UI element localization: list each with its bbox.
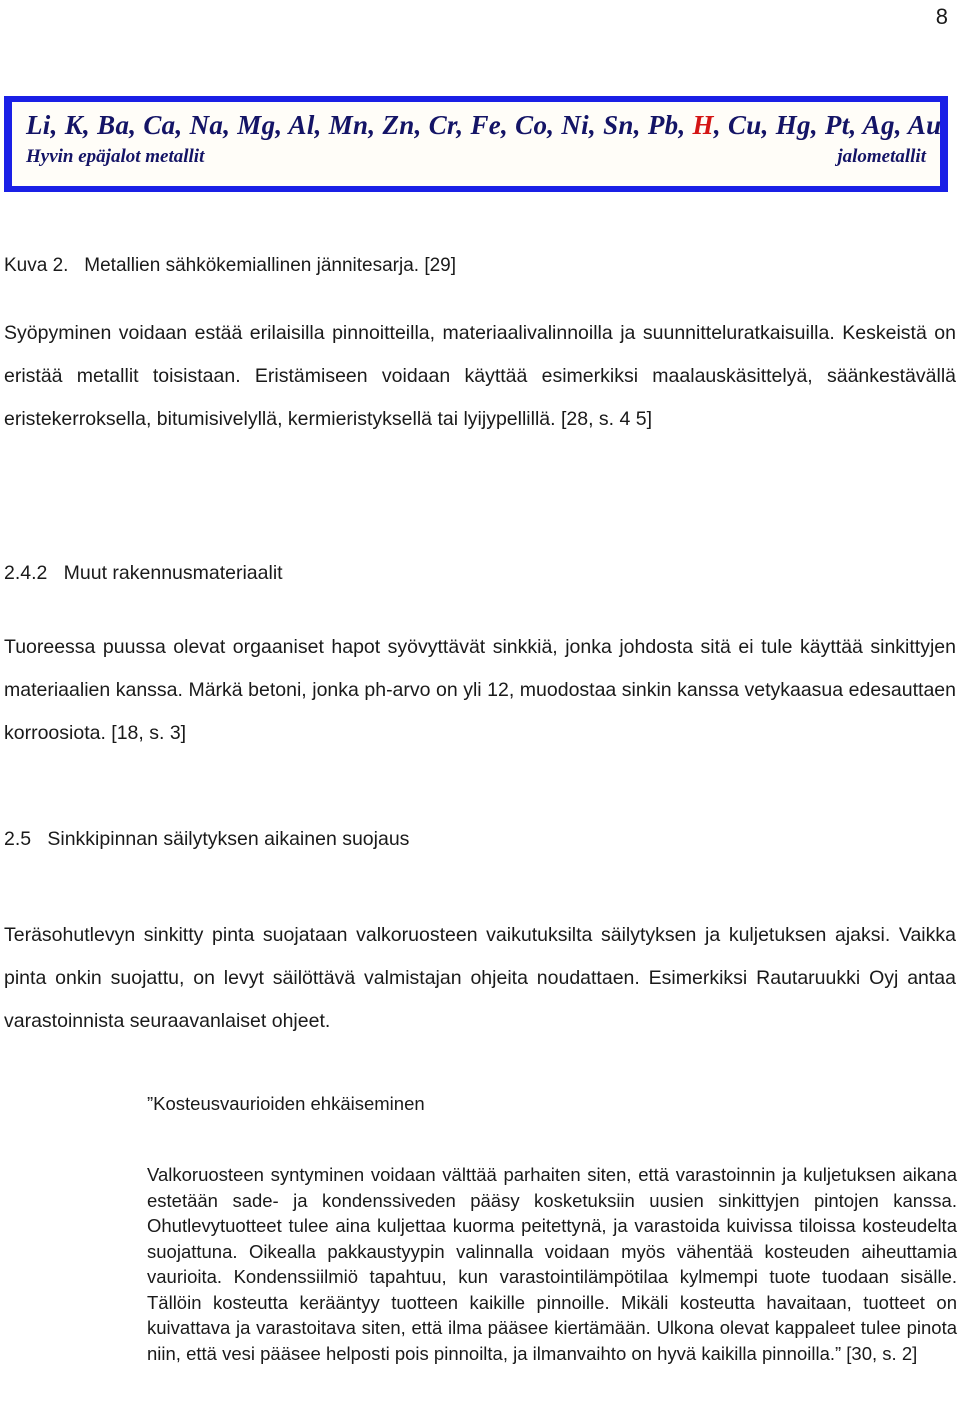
- series-separator: ,: [678, 110, 693, 140]
- metal-k: K: [64, 110, 84, 140]
- figure-panel: [12, 102, 940, 186]
- series-separator: ,: [129, 110, 144, 140]
- paragraph-corrosion-prevention: Syöpyminen voidaan estää erilaisilla pinnoitteilla, materiaalivalinnoilla ja suunnitteluratkaisuilla. Keskeistä on eristää metallit toisistaan. Eristämiseen voidaan käyttää esimerkiksi maalauskäsittelyä, säänkestävällä eristekerroksella, bitumisivelyllä, kermieristyksellä tai lyijypellillä. [28, s. 4 5]: [4, 322, 956, 430]
- metal-al: Al: [288, 110, 315, 140]
- metal-li: Li: [26, 110, 51, 140]
- metal-mg: Mg: [237, 110, 276, 140]
- quote-title: ”Kosteusvaurioiden ehkäiseminen: [147, 1093, 425, 1114]
- section-number: 2.5: [4, 828, 32, 850]
- quote-body: Valkoruosteen syntyminen voidaan välttää parhaiten siten, että varastoinnin ja kuljetuksen aikana estetään sade- ja kondenssiveden pääsy kosketuksiin uusien sinkittyjen pintojen kanssa. Ohutlevytuotteet tulee aina kuljettaa kuorma peitettynä, ja varastoida kuivissa tiloissa kosteudelta suojattuna. Oikealla pakkaustyypin valinnalla voidaan myös vähentää kosteuden aiheuttamia vaurioita. Kondenssiilmiö tapahtuu, kun varastointilämpötilaa kylmempi tuote tuodaan sisälle. Tällöin kosteutta kerääntyy tuotteen kaikille pinnoille. Mikäli kosteutta havaitaan, tuotteet on kuivattava ja varastoitava siten, että ilma pääsee kiertämään. Ulkona olevat kappaleet tulee pinota niin, että vesi pääsee helposti pois pinnoilta, ja ilmanvaihto on hyvä kaikilla pinnoilla.” [30, s. 2]: [147, 1164, 957, 1364]
- metal-pb: Pb: [647, 110, 679, 140]
- series-separator: ,: [810, 110, 825, 140]
- section-heading-2-5: [4, 828, 409, 851]
- section-heading-2-4-2: [4, 562, 283, 585]
- series-separator: ,: [713, 110, 728, 140]
- series-separator: ,: [314, 110, 329, 140]
- electrochemical-series-figure: [4, 96, 948, 192]
- series-separator: ,: [175, 110, 190, 140]
- series-separator: ,: [414, 110, 429, 140]
- metal-zn: Zn: [382, 110, 415, 140]
- series-separator: ,: [633, 110, 648, 140]
- series-separator: ,: [501, 110, 516, 140]
- page-number: 8: [935, 4, 948, 29]
- label-noble-metals: jalometallit: [837, 146, 926, 167]
- paragraph-other-materials: Tuoreessa puussa olevat orgaaniset hapot syövyttävät sinkkiä, jonka johdosta sitä ei tule käyttää sinkittyjen materiaalien kanssa. Märkä betoni, jonka ph-arvo on yli 12, muodostaa sinkin kanssa vetykaasua edesauttaen korroosiota. [18, s. 3]: [4, 636, 956, 744]
- metal-co: Co: [515, 110, 548, 140]
- series-separator: ,: [50, 110, 65, 140]
- series-separator: ,: [761, 110, 776, 140]
- series-separator: ,: [275, 110, 289, 140]
- metal-series-row: [26, 110, 941, 141]
- metal-mn: Mn: [328, 110, 369, 140]
- section-number: 2.4.2: [4, 562, 48, 584]
- metal-sn: Sn: [603, 110, 634, 140]
- metal-h: H: [692, 110, 714, 140]
- series-separator: ,: [83, 110, 98, 140]
- series-separator: ,: [223, 110, 238, 140]
- metal-cu: Cu: [727, 110, 762, 140]
- series-separator: ,: [368, 110, 383, 140]
- metal-ba: Ba: [97, 110, 130, 140]
- section-title: Muut rakennusmateriaalit: [63, 562, 283, 584]
- paragraph-storage-protection: Teräsohutlevyn sinkitty pinta suojataan valkoruosteen vaikutuksilta säilytyksen ja kuljetuksen ajaksi. Vaikka pinta onkin suojattu, on levyt säilöttävä valmistajan ohjeita noudattaen. Esimerkiksi Rautaruukki Oyj antaa varastoinnista seuraavanlaiset ohjeet.: [4, 924, 956, 1032]
- metal-fe: Fe: [470, 110, 502, 140]
- metal-au: Au: [907, 110, 942, 140]
- series-separator: ,: [894, 110, 908, 140]
- series-separator: ,: [849, 110, 863, 140]
- metal-ca: Ca: [143, 110, 176, 140]
- section-title: Sinkkipinnan säilytyksen aikainen suojaus: [47, 828, 410, 850]
- metal-na: Na: [189, 110, 224, 140]
- metal-hg: Hg: [775, 110, 811, 140]
- metal-cr: Cr: [428, 110, 457, 140]
- series-separator: ,: [547, 110, 562, 140]
- figure-caption: Kuva 2. Metallien sähkökemiallinen jännitesarja. [29]: [4, 255, 457, 276]
- metal-ni: Ni: [561, 110, 589, 140]
- metal-ag: Ag: [862, 110, 895, 140]
- label-base-metals: Hyvin epäjalot metallit: [26, 146, 205, 167]
- metal-pt: Pt: [824, 110, 850, 140]
- series-separator: ,: [456, 110, 471, 140]
- series-separator: ,: [588, 110, 604, 140]
